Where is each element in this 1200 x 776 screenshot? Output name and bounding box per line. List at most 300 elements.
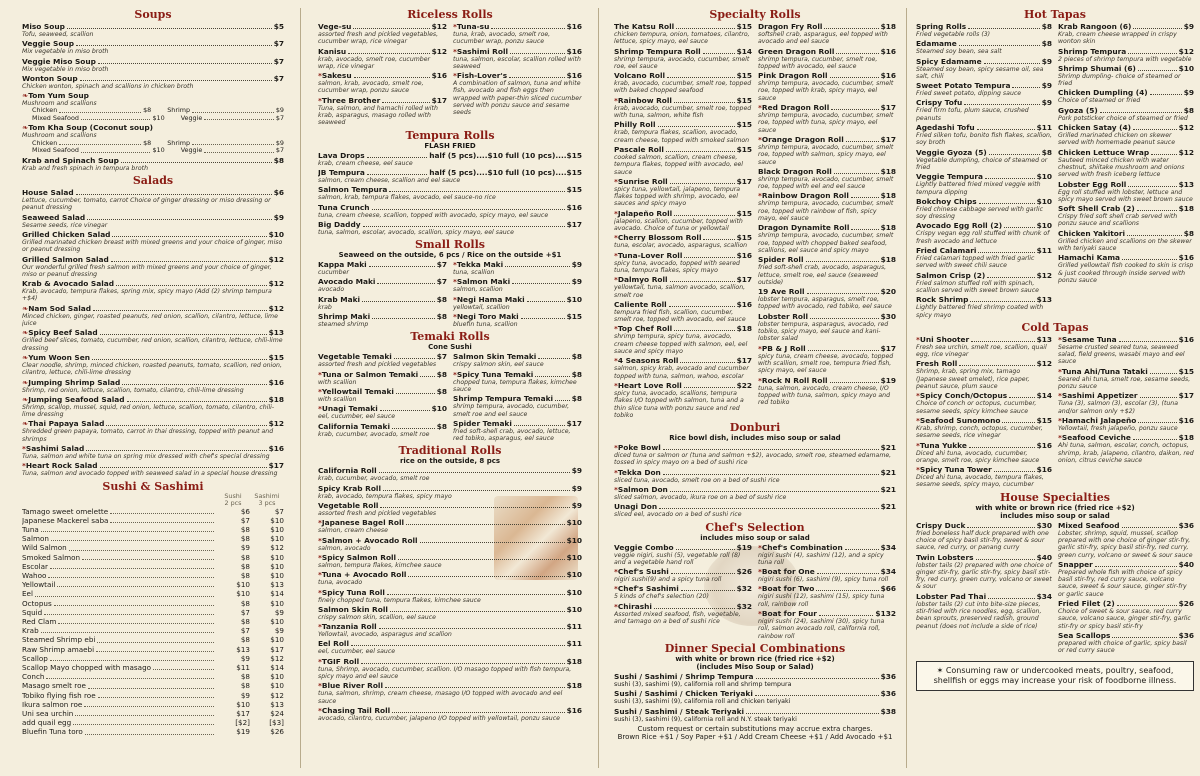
dot-leader bbox=[372, 318, 435, 319]
item-name: The Katsu Roll bbox=[614, 22, 675, 31]
sushi-header bbox=[22, 493, 284, 507]
item-name: Sushi / Sashimi / Steak Teriyaki bbox=[614, 706, 745, 716]
dot-leader bbox=[816, 590, 878, 591]
item-description: crispy salmon skin, eel sauce bbox=[453, 361, 544, 369]
item-description: avocado, cilantro, cucumber, jalapeno I/O topped with yellowtail, ponzu sauce bbox=[318, 714, 560, 722]
dot-leader bbox=[116, 285, 267, 286]
item-name: Spicy Tuna Roll bbox=[321, 587, 385, 597]
sushi-name: add quail egg bbox=[22, 718, 72, 728]
menu-item-row bbox=[1058, 180, 1194, 189]
menu-item bbox=[758, 584, 896, 608]
item-description: with scallion bbox=[318, 395, 357, 403]
item-description: krab bbox=[318, 303, 332, 311]
sushi-name: Uni sea urchin bbox=[22, 709, 74, 719]
menu-item bbox=[318, 387, 447, 403]
dot-leader bbox=[670, 491, 879, 492]
item-price: $16 bbox=[736, 299, 752, 309]
item-name: Orange Dragon Roll bbox=[761, 134, 844, 144]
item-name: Sea Scallops bbox=[1058, 630, 1111, 640]
item-price: $8 bbox=[571, 352, 582, 362]
menu-item-row bbox=[1058, 391, 1194, 400]
menu-item bbox=[22, 74, 284, 90]
item-name: House Salad bbox=[22, 188, 74, 198]
item-name: Tekka Don bbox=[617, 467, 661, 477]
dot-leader bbox=[73, 718, 214, 725]
option-price: $8 bbox=[143, 106, 152, 115]
dot-leader bbox=[967, 527, 1034, 528]
dot-leader bbox=[1133, 129, 1177, 130]
item-name: Pink Dragon Roll bbox=[758, 71, 828, 81]
item-name: Fried Calamari bbox=[916, 246, 977, 256]
dot-leader bbox=[555, 400, 570, 401]
item-description: yellowtail, scallion bbox=[453, 303, 510, 311]
item-name: Jalapeño Roll bbox=[617, 208, 673, 218]
item-description: Fried firm tofu, plum sauce, crushed peanuts bbox=[916, 107, 1029, 122]
sushi-row bbox=[22, 617, 284, 626]
raw-warning-icon: * bbox=[22, 444, 26, 454]
item-name: Nam Sod Salad bbox=[28, 303, 92, 313]
item-name: Fish-Lover's bbox=[456, 71, 508, 81]
item-description: tuna, cream cheese, scallion, topped with avocado, spicy mayo, eel sauce bbox=[318, 211, 549, 219]
menu-item-row bbox=[614, 233, 752, 242]
sashimi-price: $10 bbox=[270, 672, 284, 682]
menu-item bbox=[916, 465, 1052, 489]
menu-item bbox=[614, 47, 752, 71]
menu-item-row bbox=[1058, 335, 1194, 344]
menu-item bbox=[318, 295, 447, 311]
sushi-price: $8 bbox=[240, 552, 250, 562]
item-price: $18 bbox=[880, 223, 896, 233]
left-list bbox=[614, 542, 752, 640]
option-name: Mixed Seafood bbox=[32, 113, 79, 122]
menu-item-row bbox=[614, 356, 752, 365]
dot-leader bbox=[663, 474, 879, 475]
sashimi-column-header bbox=[250, 493, 284, 507]
menu-item bbox=[22, 188, 284, 212]
menu-item-row bbox=[614, 145, 752, 154]
item-description: sushi (3), sashimi (9), california roll and N.Y. steak teriyaki bbox=[614, 715, 797, 723]
item-description: eel, cucumber, eel sauce bbox=[318, 413, 396, 421]
menu-item-row bbox=[22, 328, 284, 337]
sushi-price: $8 bbox=[240, 672, 250, 682]
menu-item bbox=[614, 689, 896, 705]
menu-item-row bbox=[1058, 123, 1194, 132]
dot-leader bbox=[88, 681, 214, 688]
item-price: $9 bbox=[1041, 81, 1052, 91]
item-name: Seafood Ceviche bbox=[1061, 433, 1131, 443]
item-name: Tekka Maki bbox=[456, 260, 504, 270]
menu-item bbox=[1058, 253, 1194, 284]
item-name: Salmon Maki bbox=[456, 277, 511, 287]
item-price: $17 bbox=[566, 219, 582, 229]
dot-leader bbox=[367, 157, 428, 158]
item-description: cucumber bbox=[318, 269, 349, 277]
menu-item bbox=[1058, 47, 1194, 63]
raw-warning-icon: * bbox=[614, 208, 618, 218]
item-description: Grilled chicken and scallions on the skewer with teriyaki sauce bbox=[1058, 237, 1192, 253]
right-list bbox=[453, 351, 582, 442]
item-name: Spicy Edamame bbox=[916, 56, 982, 66]
item-description: Fried silken tofu, bonito fish flakes, scallion, soy broth bbox=[916, 132, 1052, 147]
sushi-price: $10 bbox=[236, 589, 250, 599]
item-price: $13 bbox=[1036, 295, 1052, 305]
dot-leader bbox=[353, 28, 429, 29]
item-name: Chicken Yakitori bbox=[1058, 228, 1126, 238]
raw-warning-icon: * bbox=[614, 176, 618, 186]
sushi-name: Tamago sweet omelette bbox=[22, 506, 109, 516]
item-description: lobster tails (2) prepared with one choice of ginger stir-fry, garlic stir-fry, spicy basil stir-fry, red curry, green curry, volcano or sweet & sour bbox=[916, 561, 1052, 591]
item-price: $16 bbox=[566, 22, 582, 31]
item-name: Dalmyo Roll bbox=[617, 275, 668, 285]
dot-leader bbox=[817, 573, 879, 574]
dot-leader bbox=[959, 365, 1034, 366]
menu-item-row bbox=[1058, 229, 1194, 238]
menu-item-row bbox=[318, 518, 582, 527]
menu-item-row bbox=[614, 567, 752, 576]
item-description: Sauteed minced chicken with water chestnut, shiitake mushroom and onions served with fresh iceberg lettuce bbox=[1058, 156, 1185, 179]
item-description: steamed shrimp bbox=[318, 321, 369, 329]
menu-item-row bbox=[916, 57, 1052, 66]
menu-item-row bbox=[453, 352, 582, 361]
item-description: yellowtail, tuna, salmon avocado, scallion, smelt roe bbox=[614, 284, 746, 299]
right-list bbox=[758, 542, 896, 640]
dot-leader bbox=[204, 147, 274, 153]
menu-item bbox=[22, 57, 284, 73]
menu-item bbox=[614, 177, 752, 208]
item-description: veggie nigiri, sushi (5), vegetable roll (8) and a vegetable hand roll bbox=[614, 551, 741, 566]
menu-item-row bbox=[758, 71, 896, 80]
item-price: $34 bbox=[1036, 591, 1052, 601]
dot-leader bbox=[674, 215, 734, 216]
item-description: Mushroom and scallions bbox=[22, 132, 97, 140]
item-price: $8 bbox=[436, 369, 447, 379]
item-description: nigiri sushi (24), sashimi (30), spicy tuna roll, salmon avocado roll, california roll, rainbow roll bbox=[758, 618, 885, 640]
dot-leader bbox=[192, 107, 274, 113]
item-price: $12 bbox=[431, 46, 447, 56]
item-name: Avocado Egg Roll (2) bbox=[916, 221, 1003, 231]
dot-leader bbox=[57, 580, 214, 587]
dot-leader bbox=[122, 384, 266, 385]
dot-leader bbox=[398, 559, 564, 560]
item-name: Veggie Miso Soup bbox=[22, 56, 96, 66]
menu-item bbox=[758, 191, 896, 222]
dot-leader bbox=[830, 382, 879, 383]
item-description: salmon, cream cheese, scallion and eel sauce bbox=[318, 176, 461, 184]
dot-leader bbox=[538, 358, 569, 359]
sushi-name: Wahoo bbox=[22, 571, 47, 581]
item-price: $15 bbox=[1036, 415, 1052, 425]
menu-item-row bbox=[22, 395, 284, 404]
sub-price-row bbox=[22, 147, 284, 155]
menu-item-row bbox=[318, 151, 582, 160]
menu-item-row bbox=[318, 295, 447, 304]
menu-item bbox=[916, 441, 1052, 465]
item-price: $8 bbox=[436, 421, 447, 431]
menu-item bbox=[1058, 391, 1194, 415]
dot-leader bbox=[87, 219, 272, 220]
menu-item-row bbox=[318, 404, 447, 413]
item-price: $18 bbox=[880, 22, 896, 31]
item-name: Veggie Gyoza (5) bbox=[916, 147, 987, 157]
menu-item-row bbox=[318, 71, 447, 80]
sushi-row bbox=[22, 571, 284, 580]
item-description: Shrimp dumpling- choice of steamed or fried bbox=[1058, 72, 1181, 88]
raw-warning-icon: * bbox=[758, 343, 762, 353]
item-price: $12 bbox=[431, 22, 447, 31]
dot-leader bbox=[670, 183, 735, 184]
menu-item-row bbox=[614, 209, 752, 218]
menu-item bbox=[614, 209, 752, 233]
item-name: Spicy Tuna Tower bbox=[919, 465, 992, 475]
menu-item-row bbox=[614, 96, 752, 105]
menu-item bbox=[758, 71, 896, 102]
item-price: $15 bbox=[736, 71, 752, 81]
sashimi-price: $12 bbox=[270, 653, 284, 663]
item-price: $9 bbox=[571, 260, 582, 270]
menu-item bbox=[22, 123, 284, 154]
item-description: tuna, salmon, escolar, scallion rolled with seaweed bbox=[453, 55, 581, 70]
item-description: Prepared whole fish with choice of spicy basil stir-fry, red curry sauce, volcano sauce, sweet & sour sauce, ginger stir-fry or garlic sauce bbox=[1058, 568, 1187, 598]
item-name: Thai Papaya Salad bbox=[28, 419, 105, 429]
item-description: krab, avocado, cucumber, smelt roe, topped with baked chopped seafood bbox=[614, 80, 752, 95]
sashimi-price: $9 bbox=[274, 626, 284, 636]
item-description: Clear noodle, shrimp, minced chicken, roasted peanuts, tomato, scallion, red onion, cilantro, lettuce, chili-lime dressing bbox=[22, 361, 282, 377]
sushi-price: $8 bbox=[240, 571, 250, 581]
item-description: chopped tuna, tempura flakes, kimchee sauce bbox=[453, 378, 577, 393]
section-title: Cold Tapas bbox=[1021, 320, 1089, 334]
dot-leader bbox=[59, 140, 141, 146]
item-description: spicy tuna, cream cheese, avocado, topped with scallion, smelt roe, tempura fried fish, spicy mayo, eel sauce bbox=[758, 352, 894, 375]
dot-leader bbox=[976, 559, 1035, 560]
sushi-row bbox=[22, 553, 284, 562]
item-name: Boat for One bbox=[761, 567, 815, 577]
menu-item-row bbox=[916, 123, 1052, 132]
item-price: $16 bbox=[566, 705, 582, 715]
item-name: Sushi / Sashimi / Chicken Teriyaki bbox=[614, 689, 753, 699]
raw-warning-icon: * bbox=[614, 233, 618, 243]
item-price: $8 bbox=[1183, 105, 1194, 115]
item-description: assorted fresh and pickled vegetables bbox=[318, 510, 437, 518]
dot-leader bbox=[110, 516, 214, 523]
item-name: Philly Roll bbox=[614, 120, 656, 130]
dot-leader bbox=[1128, 53, 1176, 54]
menu-item-row bbox=[318, 370, 447, 379]
menu-item-row bbox=[1058, 433, 1194, 442]
item-description: Lettuce, cucumber, tomato, carrot Choice of ginger dressing or miso dressing or peanut dressing bbox=[22, 197, 271, 212]
item-name: Sushi / Sashimi / Shrimp Tempura bbox=[614, 671, 754, 681]
item-name: Lobster Egg Roll bbox=[1058, 179, 1127, 189]
item-price: $7 bbox=[273, 73, 284, 83]
item-price: $16 bbox=[1178, 253, 1194, 263]
item-name: Edamame bbox=[916, 39, 957, 49]
menu-item-row bbox=[1058, 64, 1194, 73]
dot-leader bbox=[369, 266, 435, 267]
item-name: Twin Lobsters bbox=[916, 552, 974, 562]
menu-item bbox=[318, 96, 447, 127]
menu-item bbox=[318, 22, 447, 46]
dot-leader bbox=[420, 376, 435, 377]
item-name: Fresh Roll bbox=[916, 359, 958, 369]
menu-item bbox=[318, 605, 582, 621]
item-price: $16 bbox=[566, 202, 582, 212]
menu-item bbox=[614, 145, 752, 176]
menu-item bbox=[758, 376, 896, 407]
menu-item bbox=[916, 295, 1052, 319]
item-price: $12 bbox=[1036, 359, 1052, 369]
dot-leader bbox=[392, 428, 435, 429]
item-price: $19 bbox=[736, 542, 752, 552]
menu-item bbox=[22, 255, 284, 279]
item-description: Shrimp, red onion, lettuce, scallion, tomato, cilantro, chili-lime dressing bbox=[22, 386, 244, 394]
dot-leader bbox=[100, 467, 267, 468]
item-price: $8 bbox=[1183, 228, 1194, 238]
dot-leader bbox=[41, 626, 214, 633]
menu-item bbox=[318, 706, 582, 722]
dot-leader bbox=[1150, 94, 1182, 95]
menu-item-row bbox=[916, 521, 1052, 530]
dot-leader bbox=[363, 226, 565, 227]
dot-leader bbox=[44, 608, 214, 615]
option-price: $8 bbox=[143, 138, 152, 147]
menu-item bbox=[453, 71, 582, 116]
raw-warning-icon: * bbox=[614, 443, 618, 453]
item-name: Japanese Bagel Roll bbox=[321, 518, 405, 528]
sashimi-pieces: 3 pcs bbox=[258, 498, 276, 507]
item-price: $16 bbox=[880, 71, 896, 81]
item-price: $8 bbox=[273, 155, 284, 165]
sushi-price: $8 bbox=[240, 635, 250, 645]
menu-item-row bbox=[614, 22, 752, 31]
item-name: Top Chef Roll bbox=[617, 324, 673, 334]
menu-item bbox=[318, 588, 582, 604]
dot-leader bbox=[512, 283, 570, 284]
menu-item-row bbox=[318, 706, 582, 715]
menu-item bbox=[318, 639, 582, 655]
dot-leader bbox=[666, 151, 735, 152]
section-note: (includes Miso Soup or Salad) bbox=[696, 662, 814, 671]
menu-item bbox=[758, 344, 896, 375]
menu-item bbox=[1058, 148, 1194, 179]
item-description: tuna, salmon, avocado, cream cheese, I/O topped with tuna, salmon, spicy mayo and red tobiko bbox=[758, 384, 891, 407]
menu-item-row bbox=[1058, 416, 1194, 425]
dot-leader bbox=[684, 387, 735, 388]
menu-item-row bbox=[318, 639, 582, 648]
menu-item bbox=[22, 353, 284, 377]
item-description: Fried calamari topped with fried garlic served with sweet chili sauce bbox=[916, 255, 1035, 270]
sashimi-price: $10 bbox=[270, 552, 284, 562]
raw-warning-icon: * bbox=[318, 705, 322, 715]
menu-item bbox=[758, 609, 896, 640]
menu-item-row bbox=[916, 197, 1052, 206]
item-price: $10 bbox=[566, 604, 582, 614]
menu-item bbox=[318, 260, 447, 276]
dot-leader bbox=[703, 239, 734, 240]
dot-leader bbox=[959, 45, 1040, 46]
item-price: $40 bbox=[1178, 559, 1194, 569]
menu-item-row bbox=[758, 287, 896, 296]
item-price: $12 bbox=[268, 303, 284, 313]
dot-leader bbox=[746, 713, 879, 714]
item-description: diced tuna or salmon or (tuna and salmon +$2), avocado, smelt roe, steamed edamame, tossed in spicy mayo on a bed of sushi rice bbox=[614, 452, 892, 467]
menu-item bbox=[758, 135, 896, 166]
sashimi-price: $17 bbox=[270, 644, 284, 654]
dot-leader bbox=[984, 63, 1040, 64]
item-description: chicken tempura, onion, tomatoes, cilantro, lettuce, spicy mayo, eel sauce bbox=[614, 31, 750, 46]
raw-warning-icon: * bbox=[453, 369, 457, 379]
item-price: $36 bbox=[880, 671, 896, 681]
dot-leader bbox=[1138, 422, 1176, 423]
menu-item bbox=[22, 395, 284, 419]
item-description: finely chopped tuna, tempura flakes, kimchee sauce bbox=[318, 596, 481, 604]
menu-item-row bbox=[614, 672, 896, 681]
item-name: Poke Bowl bbox=[617, 443, 661, 453]
item-name: Salmon Skin Temaki bbox=[453, 352, 537, 362]
column-2 bbox=[318, 6, 582, 772]
menu-item-row bbox=[758, 22, 896, 31]
dot-leader bbox=[372, 209, 565, 210]
sashimi-price: $10 bbox=[270, 534, 284, 544]
raw-warning-icon: * bbox=[758, 567, 762, 577]
dot-leader bbox=[676, 549, 735, 550]
item-description: Seared ahi tuna, smelt roe, sesame seeds, ponzu sauce bbox=[1058, 375, 1191, 391]
menu-item-row bbox=[758, 543, 896, 552]
sashimi-price: $24 bbox=[270, 709, 284, 719]
dot-leader bbox=[1150, 373, 1177, 374]
menu-item-row bbox=[1058, 521, 1194, 530]
raw-warning-icon: * bbox=[758, 609, 762, 619]
menu-item-row bbox=[22, 188, 284, 197]
menu-item bbox=[1058, 433, 1194, 464]
menu-item bbox=[916, 39, 1052, 55]
menu-item-row bbox=[453, 370, 582, 379]
item-name: Krab Maki bbox=[318, 294, 361, 304]
dot-leader bbox=[1117, 605, 1177, 606]
item-name: Yum Woon Sen bbox=[28, 352, 91, 362]
item-price: $14 bbox=[1036, 391, 1052, 401]
menu-item bbox=[318, 220, 582, 236]
dot-leader bbox=[979, 203, 1035, 204]
sashimi-price: $12 bbox=[270, 543, 284, 553]
sushi-row bbox=[22, 534, 284, 543]
item-name: Tuna Ahi/Tuna Tataki bbox=[1061, 366, 1148, 376]
dot-leader bbox=[681, 590, 735, 591]
menu-item bbox=[1058, 599, 1194, 630]
menu-item bbox=[1058, 64, 1194, 88]
dot-leader bbox=[824, 28, 878, 29]
dot-leader bbox=[703, 53, 735, 54]
item-description: assorted fresh and pickled vegetables bbox=[318, 361, 437, 369]
item-description: Chicken wonton, spinach and scallions in chicken broth bbox=[22, 82, 194, 90]
raw-warning-icon: * bbox=[1058, 433, 1062, 443]
item-price: $11 bbox=[566, 622, 582, 632]
menu-item bbox=[758, 223, 896, 254]
item-price: $17 bbox=[880, 134, 896, 144]
dot-leader bbox=[93, 310, 267, 311]
dot-leader bbox=[121, 162, 272, 163]
menu-item-row bbox=[22, 123, 284, 132]
item-price: $17 bbox=[431, 95, 447, 105]
item-description: tuna, krab, avocado, smelt roe, cucumber wrap, ponzu sauce bbox=[453, 31, 551, 46]
sashimi-price: $13 bbox=[270, 580, 284, 590]
menu-item bbox=[614, 381, 752, 419]
item-price: $8 bbox=[436, 386, 447, 396]
menu-item bbox=[318, 352, 447, 368]
item-price: $10 bbox=[268, 229, 284, 239]
sushi-price: $9 bbox=[240, 543, 250, 553]
sushi-name: Conch bbox=[22, 672, 45, 682]
item-price: $9 bbox=[1041, 98, 1052, 108]
menu-item-row bbox=[22, 255, 284, 264]
